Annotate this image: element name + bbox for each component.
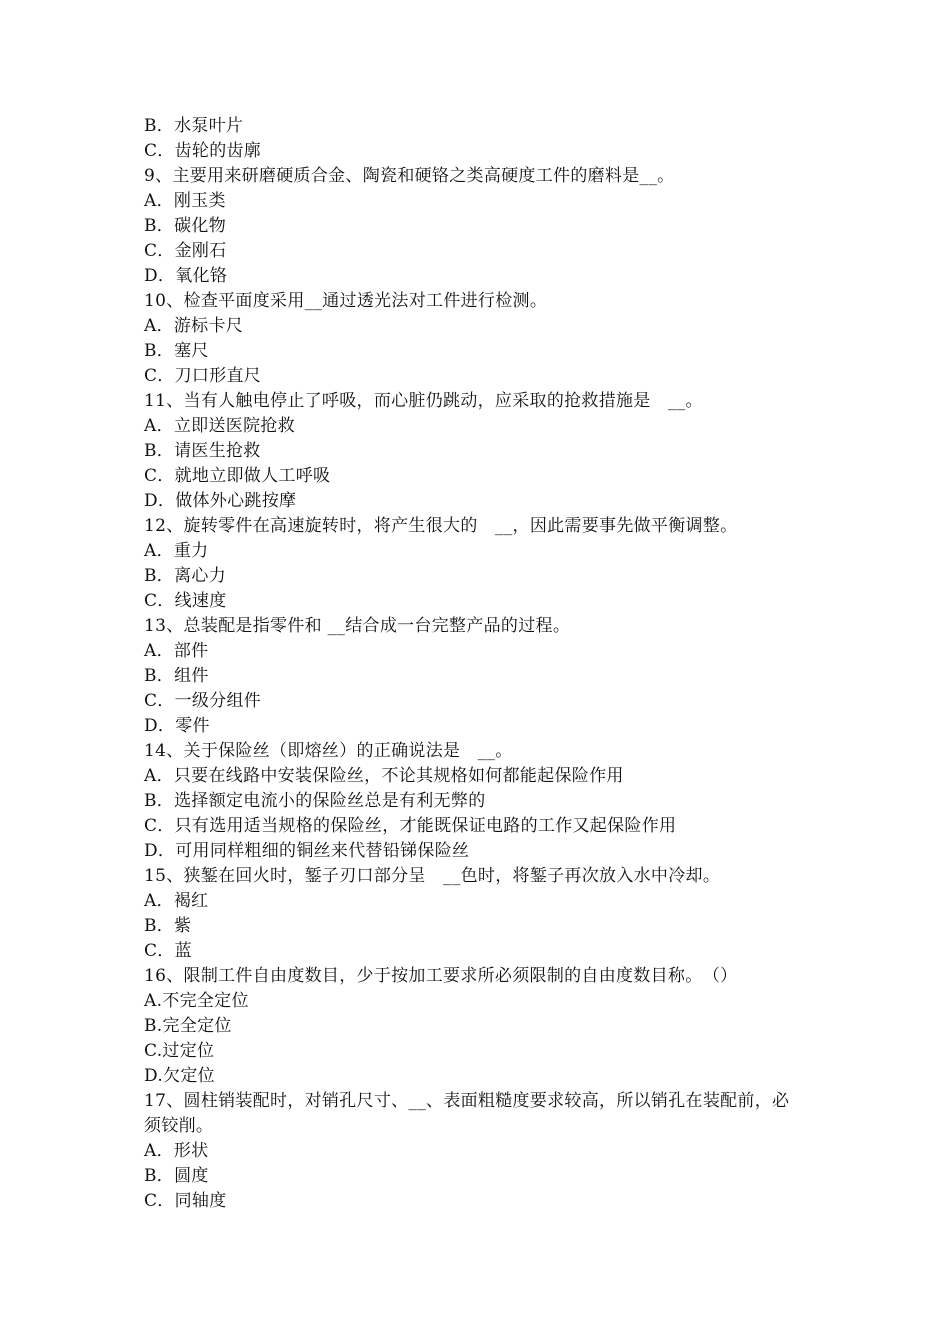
question-line: 9、主要用来研磨硬质合金、陶瓷和硬铬之类高硬度工件的磨料是__。: [144, 166, 675, 186]
question-line: 11、当有人触电停止了呼吸，而心脏仍跳动，应采取的抢救措施是 __。: [144, 391, 703, 411]
option-line: D．氧化铬: [144, 266, 228, 286]
option-line: C．金刚石: [144, 241, 227, 261]
option-line: C．线速度: [144, 591, 227, 611]
option-line: B．选择额定电流小的保险丝总是有利无弊的: [144, 791, 486, 811]
option-line: B．离心力: [144, 566, 226, 586]
option-line: C.过定位: [144, 1041, 215, 1061]
option-line: A．游标卡尺: [144, 316, 244, 336]
question-line: 12、旋转零件在高速旋转时，将产生很大的 __，因此需要事先做平衡调整。: [144, 516, 738, 536]
option-line: D．可用同样粗细的铜丝来代替铅锑保险丝: [144, 841, 470, 861]
option-line: B．圆度: [144, 1166, 209, 1186]
option-line: D．做体外心跳按摩: [144, 491, 297, 511]
option-line: A.不完全定位: [144, 991, 249, 1011]
question-line: 14、关于保险丝（即熔丝）的正确说法是 __。: [144, 741, 513, 761]
option-line: C．蓝: [144, 941, 192, 961]
option-line: B．组件: [144, 666, 209, 686]
option-line: C．同轴度: [144, 1191, 227, 1211]
option-line: A．部件: [144, 641, 209, 661]
question-line: 17、圆柱销装配时，对销孔尺寸、__、表面粗糙度要求较高，所以销孔在装配前，必须铰削。: [144, 1091, 790, 1136]
option-line: B.完全定位: [144, 1016, 232, 1036]
option-line: A．立即送医院抢救: [144, 416, 295, 436]
document-page: [144, 114, 824, 1214]
option-line: D．零件: [144, 716, 210, 736]
option-line: B．碳化物: [144, 216, 226, 236]
option-line: C．一级分组件: [144, 691, 262, 711]
option-line: B．紫: [144, 916, 192, 936]
option-line: C．刀口形直尺: [144, 366, 262, 386]
option-line: C．只有选用适当规格的保险丝，才能既保证电路的工作又起保险作用: [144, 816, 677, 836]
question-line: 16、限制工件自由度数目，少于按加工要求所必须限制的自由度数目称。 （）: [144, 966, 738, 986]
option-line: A．重力: [144, 541, 209, 561]
option-line: B．请医生抢救: [144, 441, 261, 461]
option-line: C．齿轮的齿廓: [144, 141, 262, 161]
option-line: C．就地立即做人工呼吸: [144, 466, 331, 486]
question-line: 13、总装配是指零件和 __结合成一台完整产品的过程。: [144, 616, 571, 636]
option-line: A．形状: [144, 1141, 209, 1161]
option-line: A．刚玉类: [144, 191, 226, 211]
option-line: B．水泵叶片: [144, 116, 244, 136]
option-line: B．塞尺: [144, 341, 209, 361]
question-line: 15、狭錾在回火时，錾子刃口部分呈 __色时，将錾子再次放入水中冷却。: [144, 866, 721, 886]
question-line: 10、检查平面度采用__通过透光法对工件进行检测。: [144, 291, 548, 311]
option-line: D.欠定位: [144, 1066, 215, 1086]
option-line: A．只要在线路中安装保险丝，不论其规格如何都能起保险作用: [144, 766, 624, 786]
option-line: A．褐红: [144, 891, 209, 911]
